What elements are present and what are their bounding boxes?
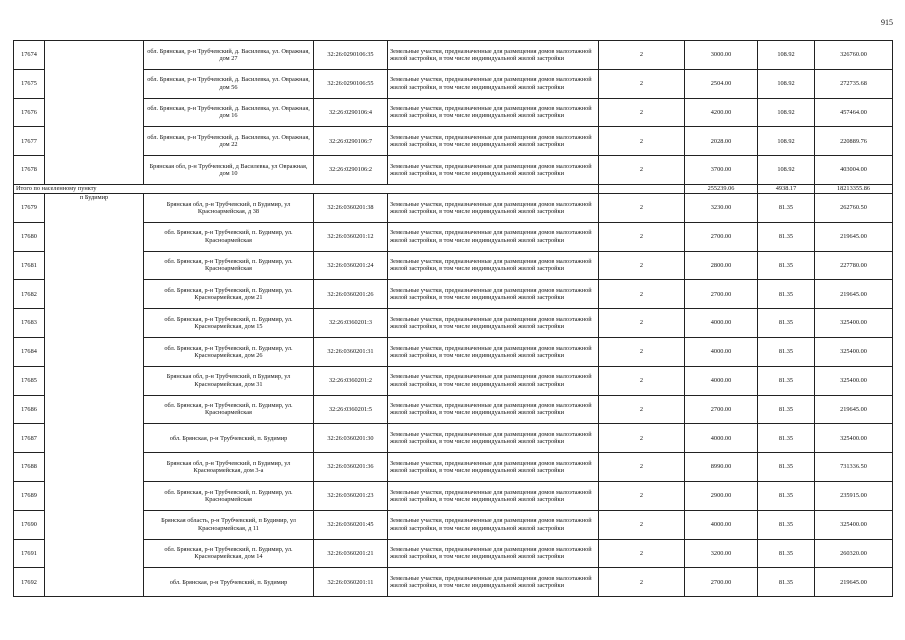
row-number-cell: 17675	[14, 69, 45, 98]
rate-cell: 81.35	[758, 510, 815, 539]
row-number-cell: 17685	[14, 366, 45, 395]
category-cell: 2	[599, 568, 685, 597]
row-number-cell: 17686	[14, 395, 45, 424]
area-cell: 3200.00	[685, 539, 758, 568]
cadastral-value-cell: 325400.00	[815, 366, 893, 395]
category-cell: 2	[599, 193, 685, 222]
area-cell: 3700.00	[685, 156, 758, 185]
cadastral-value-cell: 260320.00	[815, 539, 893, 568]
area-cell: 2800.00	[685, 251, 758, 280]
row-number-cell: 17683	[14, 309, 45, 338]
cadastral-value-cell: 262760.50	[815, 193, 893, 222]
land-purpose-cell: Земельные участки, предназначенные для размещения домов малоэтажной жилой застройки, в том числе индивидуальной жилой застройки	[388, 366, 599, 395]
area-cell: 2700.00	[685, 568, 758, 597]
table-row	[14, 127, 893, 156]
address-cell: Брянская обл, р-н Трубчевский, п Будимир, ул Красноармейская, дом 31	[144, 366, 314, 395]
row-number-cell: 17676	[14, 98, 45, 127]
subtotal-area-cell: 255239.06	[685, 184, 758, 193]
land-purpose-cell: Земельные участки, предназначенные для размещения домов малоэтажной жилой застройки, в том числе индивидуальной жилой застройки	[388, 481, 599, 510]
cadastral-number-cell: 32:26:0290106:7	[314, 127, 388, 156]
land-purpose-cell: Земельные участки, предназначенные для размещения домов малоэтажной жилой застройки, в том числе индивидуальной жилой застройки	[388, 424, 599, 453]
table-row	[14, 69, 893, 98]
cadastral-value-cell: 325400.00	[815, 309, 893, 338]
cadastral-number-cell: 32:26:0360201:26	[314, 280, 388, 309]
area-cell: 2700.00	[685, 280, 758, 309]
cadastral-value-cell: 325400.00	[815, 424, 893, 453]
area-cell: 4000.00	[685, 337, 758, 366]
rate-cell: 81.35	[758, 481, 815, 510]
cadastral-number-cell: 32:26:0360201:11	[314, 568, 388, 597]
land-purpose-cell: Земельные участки, предназначенные для размещения домов малоэтажной жилой застройки, в том числе индивидуальной жилой застройки	[388, 510, 599, 539]
rate-cell: 108.92	[758, 156, 815, 185]
subtotal-category-cell	[599, 184, 685, 193]
area-cell: 4000.00	[685, 424, 758, 453]
row-number-cell: 17689	[14, 481, 45, 510]
cadastral-number-cell: 32:26:0360201:5	[314, 395, 388, 424]
category-cell: 2	[599, 222, 685, 251]
row-number-cell: 17682	[14, 280, 45, 309]
subtotal-label: Итого по населенному пункту	[14, 184, 599, 193]
cadastral-value-cell: 272735.68	[815, 69, 893, 98]
address-cell: Брянская обл, р-н Трубчевский, п Будимир, ул Красноармейская, дом 3-а	[144, 453, 314, 482]
row-number-cell: 17679	[14, 193, 45, 222]
area-cell: 3000.00	[685, 41, 758, 70]
cadastral-number-cell: 32:26:0360201:3	[314, 309, 388, 338]
address-cell: обл. Брянская, р-н Трубчевский, п. Будимир, ул. Красноармейская, дом 14	[144, 539, 314, 568]
cadastral-number-cell: 32:26:0360201:2	[314, 366, 388, 395]
land-purpose-cell: Земельные участки, предназначенные для размещения домов малоэтажной жилой застройки, в том числе индивидуальной жилой застройки	[388, 222, 599, 251]
cadastral-value-cell: 219645.00	[815, 222, 893, 251]
cadastral-value-cell: 325400.00	[815, 337, 893, 366]
category-cell: 2	[599, 156, 685, 185]
table-row	[14, 251, 893, 280]
category-cell: 2	[599, 251, 685, 280]
address-cell: обл. Брянская, р-н Трубчевский, д. Василевка, ул. Овражная, дом 22	[144, 127, 314, 156]
table-row	[14, 41, 893, 70]
category-cell: 2	[599, 69, 685, 98]
category-cell: 2	[599, 366, 685, 395]
cadastral-value-cell: 326760.00	[815, 41, 893, 70]
area-cell: 2700.00	[685, 222, 758, 251]
cadastral-value-cell: 403004.00	[815, 156, 893, 185]
area-cell: 4000.00	[685, 510, 758, 539]
land-purpose-cell: Земельные участки, предназначенные для размещения домов малоэтажной жилой застройки, в том числе индивидуальной жилой застройки	[388, 41, 599, 70]
category-cell: 2	[599, 280, 685, 309]
land-purpose-cell: Земельные участки, предназначенные для размещения домов малоэтажной жилой застройки, в том числе индивидуальной жилой застройки	[388, 309, 599, 338]
rate-cell: 81.35	[758, 453, 815, 482]
rate-cell: 108.92	[758, 41, 815, 70]
area-cell: 2504.00	[685, 69, 758, 98]
category-cell: 2	[599, 395, 685, 424]
address-cell: обл. Брянская, р-н Трубчевский, п. Будимир, ул. Красноармейская	[144, 481, 314, 510]
row-number-cell: 17688	[14, 453, 45, 482]
table-row	[14, 568, 893, 597]
land-purpose-cell: Земельные участки, предназначенные для размещения домов малоэтажной жилой застройки, в том числе индивидуальной жилой застройки	[388, 568, 599, 597]
rate-cell: 81.35	[758, 539, 815, 568]
rate-cell: 81.35	[758, 568, 815, 597]
area-cell: 4000.00	[685, 366, 758, 395]
land-purpose-cell: Земельные участки, предназначенные для размещения домов малоэтажной жилой застройки, в том числе индивидуальной жилой застройки	[388, 337, 599, 366]
address-cell: обл. Брянская, р-н Трубчевский, п. Будимир, ул. Красноармейская	[144, 251, 314, 280]
cadastral-number-cell: 32:26:0360201:38	[314, 193, 388, 222]
area-cell: 2900.00	[685, 481, 758, 510]
cadastral-value-cell: 731336.50	[815, 453, 893, 482]
row-number-cell: 17678	[14, 156, 45, 185]
category-cell: 2	[599, 424, 685, 453]
land-purpose-cell: Земельные участки, предназначенные для размещения домов малоэтажной жилой застройки, в том числе индивидуальной жилой застройки	[388, 539, 599, 568]
address-cell: Брянская область, р-н Трубчевский, п Будимир, ул Красноармейская, д 11	[144, 510, 314, 539]
land-purpose-cell: Земельные участки, предназначенные для размещения домов малоэтажной жилой застройки, в том числе индивидуальной жилой застройки	[388, 453, 599, 482]
cadastral-number-cell: 32:26:0360201:21	[314, 539, 388, 568]
rate-cell: 81.35	[758, 309, 815, 338]
category-cell: 2	[599, 337, 685, 366]
table-row	[14, 424, 893, 453]
row-number-cell: 17677	[14, 127, 45, 156]
land-purpose-cell: Земельные участки, предназначенные для размещения домов малоэтажной жилой застройки, в том числе индивидуальной жилой застройки	[388, 156, 599, 185]
rate-cell: 81.35	[758, 251, 815, 280]
settlement-name-cell: п Будимир	[45, 193, 144, 596]
cadastral-number-cell: 32:26:0360201:23	[314, 481, 388, 510]
row-number-cell: 17681	[14, 251, 45, 280]
cadastral-number-cell: 32:26:0290106:35	[314, 41, 388, 70]
table-row	[14, 309, 893, 338]
table-row	[14, 193, 893, 222]
land-purpose-cell: Земельные участки, предназначенные для размещения домов малоэтажной жилой застройки, в том числе индивидуальной жилой застройки	[388, 395, 599, 424]
address-cell: обл. Брянская, р-н Трубчевский, п. Будимир	[144, 424, 314, 453]
address-cell: обл. Брянская, р-н Трубчевский, п. Будимир, ул. Красноармейская	[144, 222, 314, 251]
rate-cell: 81.35	[758, 366, 815, 395]
table-row	[14, 156, 893, 185]
address-cell: обл. Брянская, р-н Трубчевский, д. Василевка, ул. Овражная, дом 56	[144, 69, 314, 98]
row-number-cell: 17680	[14, 222, 45, 251]
table-row	[14, 510, 893, 539]
category-cell: 2	[599, 309, 685, 338]
land-registry-table	[13, 40, 893, 597]
land-purpose-cell: Земельные участки, предназначенные для размещения домов малоэтажной жилой застройки, в том числе индивидуальной жилой застройки	[388, 127, 599, 156]
cadastral-number-cell: 32:26:0290106:2	[314, 156, 388, 185]
area-cell: 4200.00	[685, 98, 758, 127]
address-cell: Брянская обл, р-н Трубчевский, д Василевка, ул Овражная, дом 10	[144, 156, 314, 185]
rate-cell: 108.92	[758, 127, 815, 156]
table-row	[14, 98, 893, 127]
area-cell: 2028.00	[685, 127, 758, 156]
cadastral-value-cell: 219645.00	[815, 395, 893, 424]
cadastral-value-cell: 325400.00	[815, 510, 893, 539]
cadastral-value-cell: 220889.76	[815, 127, 893, 156]
rate-cell: 81.35	[758, 280, 815, 309]
subtotal-value-cell: 18213355.86	[815, 184, 893, 193]
rate-cell: 81.35	[758, 337, 815, 366]
category-cell: 2	[599, 453, 685, 482]
page-number: 915	[881, 18, 893, 27]
cadastral-number-cell: 32:26:0290106:4	[314, 98, 388, 127]
cadastral-number-cell: 32:26:0290106:55	[314, 69, 388, 98]
subtotal-row	[14, 184, 893, 193]
land-purpose-cell: Земельные участки, предназначенные для размещения домов малоэтажной жилой застройки, в том числе индивидуальной жилой застройки	[388, 98, 599, 127]
cadastral-value-cell: 235915.00	[815, 481, 893, 510]
table-row	[14, 337, 893, 366]
rate-cell: 108.92	[758, 69, 815, 98]
cadastral-number-cell: 32:26:0360201:30	[314, 424, 388, 453]
rate-cell: 81.35	[758, 193, 815, 222]
address-cell: обл. Брянская, р-н Трубчевский, п. Будимир, ул. Красноармейская	[144, 395, 314, 424]
category-cell: 2	[599, 127, 685, 156]
cadastral-number-cell: 32:26:0360201:36	[314, 453, 388, 482]
table-row	[14, 481, 893, 510]
category-cell: 2	[599, 41, 685, 70]
row-number-cell: 17690	[14, 510, 45, 539]
table-row	[14, 366, 893, 395]
address-cell: обл. Брянская, р-н Трубчевский, п. Будимир, ул. Красноармейская, дом 26	[144, 337, 314, 366]
table-body	[14, 41, 893, 597]
cadastral-value-cell: 227780.00	[815, 251, 893, 280]
land-purpose-cell: Земельные участки, предназначенные для размещения домов малоэтажной жилой застройки, в том числе индивидуальной жилой застройки	[388, 280, 599, 309]
table-row	[14, 453, 893, 482]
area-cell: 3230.00	[685, 193, 758, 222]
address-cell: обл. Брянская, р-н Трубчевский, п. Будимир, ул. Красноармейская, дом 15	[144, 309, 314, 338]
area-cell: 8990.00	[685, 453, 758, 482]
cadastral-value-cell: 457464.00	[815, 98, 893, 127]
cadastral-number-cell: 32:26:0360201:12	[314, 222, 388, 251]
row-number-cell: 17692	[14, 568, 45, 597]
category-cell: 2	[599, 510, 685, 539]
rate-cell: 81.35	[758, 424, 815, 453]
row-number-cell: 17684	[14, 337, 45, 366]
address-cell: обл. Брянская, р-н Трубчевский, д. Василевка, ул. Овражная, дом 27	[144, 41, 314, 70]
settlement-cell	[45, 41, 144, 185]
table-row	[14, 395, 893, 424]
area-cell: 4000.00	[685, 309, 758, 338]
cadastral-value-cell: 219645.00	[815, 568, 893, 597]
row-number-cell: 17674	[14, 41, 45, 70]
rate-cell: 108.92	[758, 98, 815, 127]
row-number-cell: 17691	[14, 539, 45, 568]
address-cell: обл. Брянская, р-н Трубчевский, п. Будимир	[144, 568, 314, 597]
cadastral-number-cell: 32:26:0360201:24	[314, 251, 388, 280]
address-cell: Брянская обл, р-н Трубчевский, п Будимир, ул Красноармейская, д 38	[144, 193, 314, 222]
table-row	[14, 539, 893, 568]
rate-cell: 81.35	[758, 395, 815, 424]
category-cell: 2	[599, 539, 685, 568]
rate-cell: 81.35	[758, 222, 815, 251]
cadastral-value-cell: 219645.00	[815, 280, 893, 309]
cadastral-number-cell: 32:26:0360201:31	[314, 337, 388, 366]
category-cell: 2	[599, 98, 685, 127]
land-purpose-cell: Земельные участки, предназначенные для размещения домов малоэтажной жилой застройки, в том числе индивидуальной жилой застройки	[388, 251, 599, 280]
address-cell: обл. Брянская, р-н Трубчевский, п. Будимир, ул. Красноармейская, дом 21	[144, 280, 314, 309]
land-purpose-cell: Земельные участки, предназначенные для размещения домов малоэтажной жилой застройки, в том числе индивидуальной жилой застройки	[388, 193, 599, 222]
cadastral-number-cell: 32:26:0360201:45	[314, 510, 388, 539]
table-row	[14, 280, 893, 309]
address-cell: обл. Брянская, р-н Трубчевский, д. Василевка, ул. Овражная, дом 16	[144, 98, 314, 127]
row-number-cell: 17687	[14, 424, 45, 453]
land-purpose-cell: Земельные участки, предназначенные для размещения домов малоэтажной жилой застройки, в том числе индивидуальной жилой застройки	[388, 69, 599, 98]
category-cell: 2	[599, 481, 685, 510]
subtotal-rate-cell: 4938.17	[758, 184, 815, 193]
area-cell: 2700.00	[685, 395, 758, 424]
table-row	[14, 222, 893, 251]
